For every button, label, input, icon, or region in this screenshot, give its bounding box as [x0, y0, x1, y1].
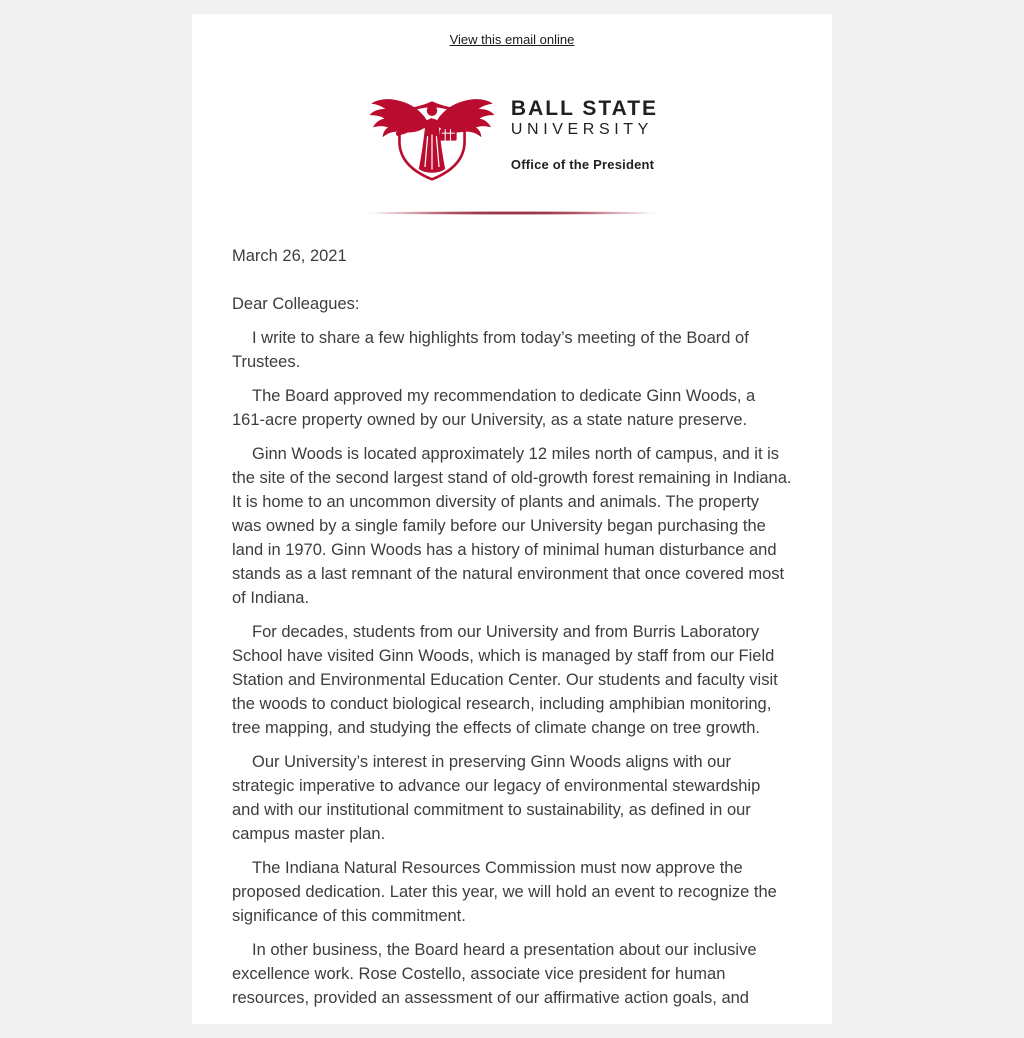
letter-paragraph: Our University’s interest in preserving Ginn Woods aligns with our strategic imperative to advance our legacy of environmental stewardship and with our institutional commitment to sustainability, as defined in our campus master plan. — [232, 753, 761, 843]
letter-paragraph: Ginn Woods is located approximately 12 miles north of campus, and it is the site of the second largest stand of old-growth forest remaining in Indiana. It is home to an uncommon diversity of plants and animals. The property was owned by a single family before our University began purchasing the land in 1970. Ginn Woods has a history of minimal human disturbance and stands as a last remnant of the natural environment that once covered most of Indiana. — [232, 445, 792, 607]
letter-salutation: Dear Colleagues: — [232, 295, 360, 313]
view-online-link[interactable]: View this email online — [449, 32, 575, 47]
letter-paragraph: The Board approved my recommendation to dedicate Ginn Woods, a 161-acre property owned by our University, as a state nature preserve. — [232, 387, 756, 429]
letter-paragraph: The Indiana Natural Resources Commission must now approve the proposed dedication. Later this year, we will hold an event to recognize the significance of this commitment. — [232, 859, 777, 925]
letter-date: March 26, 2021 — [232, 247, 347, 265]
letter-paragraph: I write to share a few highlights from today’s meeting of the Board of Trustees. — [232, 329, 749, 371]
wordmark-ball-state: BALL STATE — [510, 96, 659, 120]
letter-paragraph: In other business, the Board heard a presentation about our inclusive excellence work. Rose Costello, associate vice president for human resources, provided an assessment of our affirmative action goals, and — [232, 941, 757, 1007]
letter-paragraph: For decades, students from our University and from Burris Laboratory School have visited Ginn Woods, which is managed by staff from our Field Station and Environmental Education Center. Our students and faculty visit the woods to conduct biological research, including amphibian monitoring, tree mapping, and studying the effects of climate change on tree growth. — [232, 623, 778, 737]
logo-wordmark — [511, 97, 658, 172]
beneficence-emblem-icon — [366, 81, 498, 187]
wordmark-office-of-president: Office of the President — [510, 156, 655, 172]
wordmark-university: UNIVERSITY — [510, 120, 653, 138]
email-card — [192, 14, 832, 1024]
letter-body — [192, 215, 832, 1010]
view-online-row — [192, 30, 832, 50]
ball-state-logo — [192, 81, 832, 187]
